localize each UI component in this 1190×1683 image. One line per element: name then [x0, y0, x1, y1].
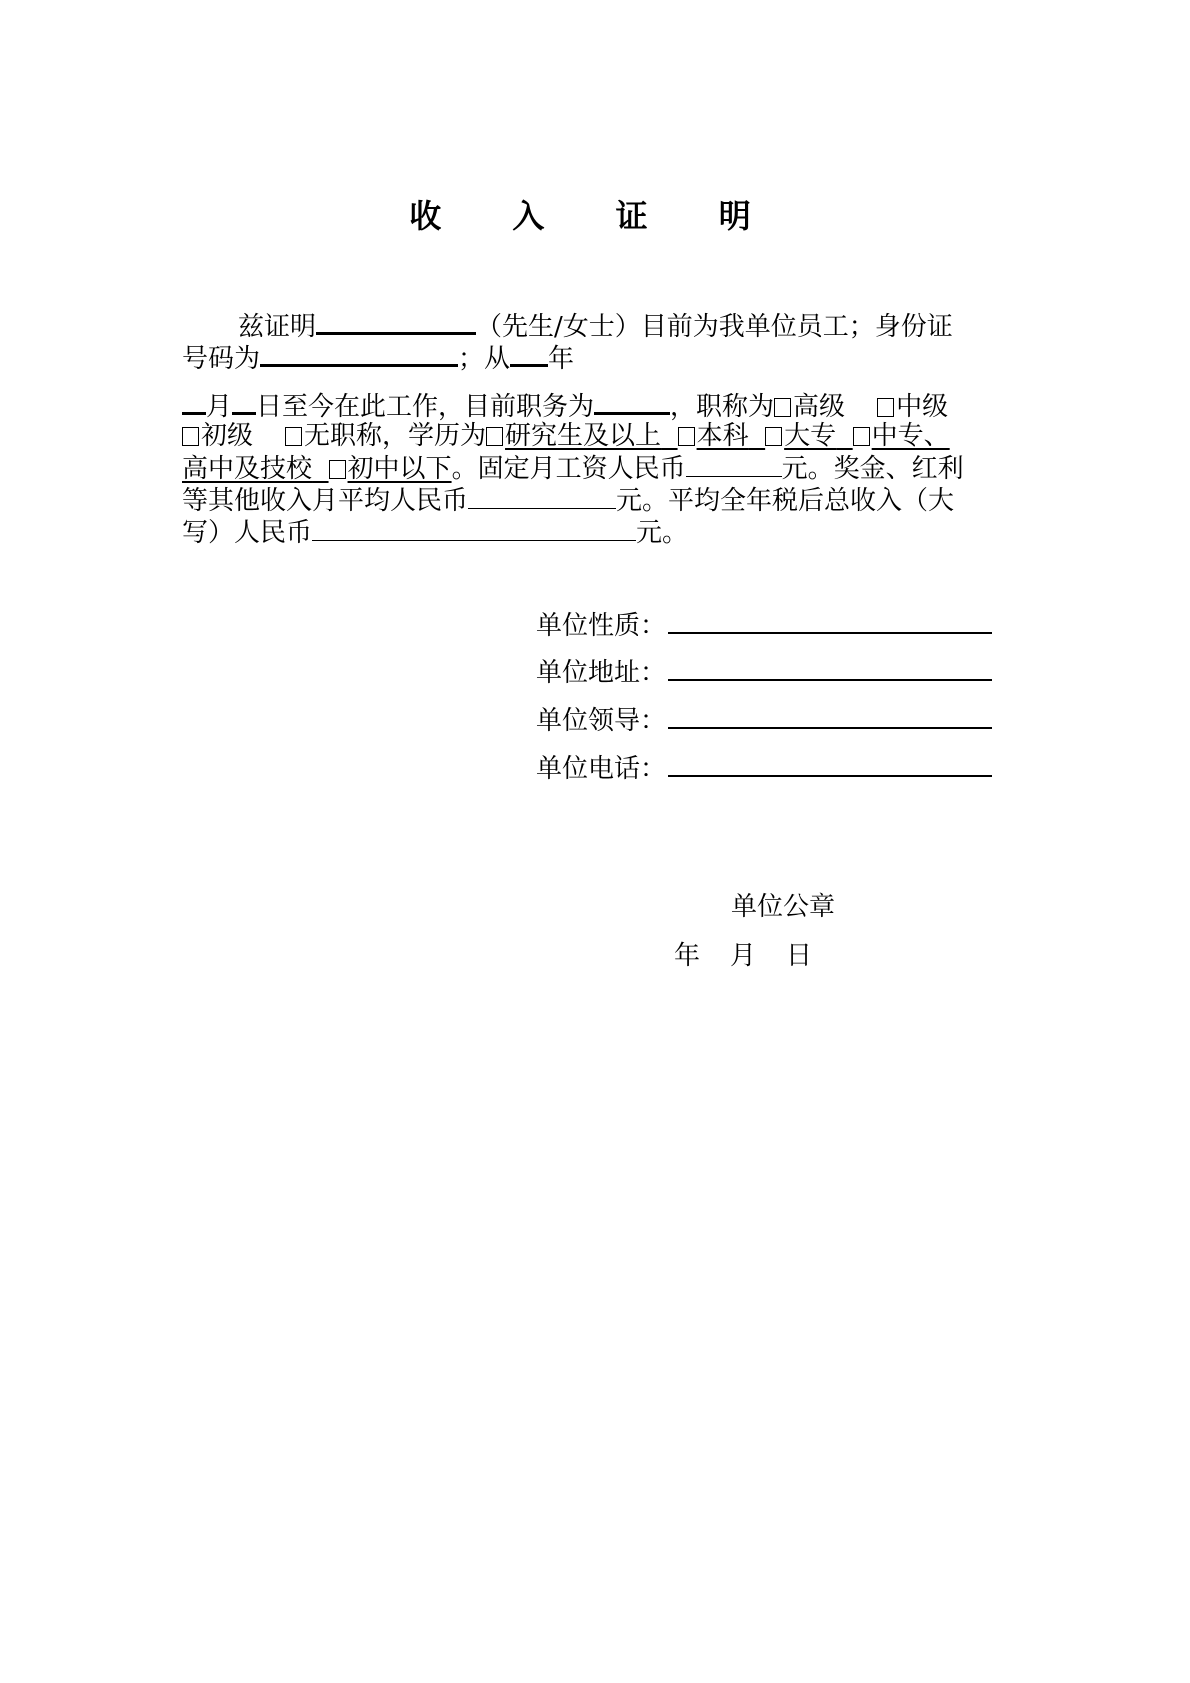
text: 无职称，学历为 — [304, 421, 487, 451]
bonus-blank[interactable] — [468, 484, 616, 509]
date-line — [674, 940, 812, 972]
text: 高中及技校 — [182, 454, 313, 484]
unit-phone-blank[interactable] — [668, 753, 992, 777]
education-options — [486, 421, 950, 451]
text: 大专 — [784, 421, 837, 451]
text: 写）人民币 — [182, 518, 313, 548]
date-month: 月 — [730, 941, 757, 971]
body-line-1 — [238, 308, 953, 343]
text: 号码为 — [182, 344, 261, 374]
text: 本科 — [696, 421, 749, 451]
start-day-blank[interactable] — [232, 388, 256, 415]
body-line-2 — [182, 340, 574, 375]
start-month-blank[interactable] — [182, 388, 206, 415]
unit-address-label: 单位地址： — [536, 658, 667, 688]
text: 高级 — [793, 392, 846, 422]
unit-leader-label: 单位领导： — [536, 706, 667, 736]
checkbox-icon[interactable] — [765, 427, 782, 446]
checkbox-icon[interactable] — [774, 398, 791, 417]
text: 中级 — [896, 392, 949, 422]
body-line-4 — [182, 420, 950, 452]
text: 兹证明 — [238, 312, 317, 342]
text: ，职称为 — [670, 392, 775, 422]
document-title: 收 入 证 明 — [409, 197, 781, 235]
body-line-5 — [182, 452, 964, 485]
text: ；从 — [458, 344, 511, 374]
body-line-6 — [182, 484, 954, 517]
name-blank[interactable] — [316, 308, 476, 335]
text: 年 — [548, 344, 575, 374]
checkbox-icon[interactable] — [877, 398, 894, 417]
checkbox-icon[interactable] — [285, 427, 302, 446]
checkbox-icon[interactable] — [329, 460, 346, 479]
text: 中专、 — [871, 421, 950, 451]
date-day: 日 — [786, 941, 813, 971]
text: 元。平均全年税后总收入（大 — [616, 486, 955, 516]
text: 元。奖金、红利 — [781, 454, 964, 484]
monthly-salary-blank[interactable] — [686, 452, 782, 477]
text: 等其他收入月平均人民币 — [182, 486, 469, 516]
id-number-blank[interactable] — [260, 340, 458, 367]
unit-nature-blank[interactable] — [668, 610, 992, 634]
text: 初中以下 — [347, 454, 452, 484]
unit-phone-label: 单位电话： — [536, 754, 667, 784]
text: 月 — [206, 392, 233, 422]
unit-address-blank[interactable] — [668, 657, 992, 681]
text: 元。 — [636, 518, 689, 548]
unit-nature-field — [536, 610, 992, 642]
text: 研究生及以上 — [505, 421, 662, 451]
text: 日至今在此工作，目前职务为 — [256, 392, 595, 422]
unit-leader-field — [536, 705, 992, 737]
unit-nature-label: 单位性质： — [536, 611, 667, 641]
position-blank[interactable] — [594, 388, 670, 415]
checkbox-icon[interactable] — [182, 427, 199, 446]
checkbox-icon[interactable] — [486, 427, 503, 446]
text: （先生/女士）目前为我单位员工；身份证 — [476, 312, 953, 342]
date-year: 年 — [674, 941, 701, 971]
unit-seal-label: 单位公章 — [731, 892, 836, 922]
text: 。固定月工资人民币 — [451, 454, 686, 484]
education-options-cont — [182, 454, 452, 484]
checkbox-icon[interactable] — [678, 427, 695, 446]
unit-leader-blank[interactable] — [668, 705, 992, 729]
body-line-3 — [182, 388, 948, 423]
unit-address-field — [536, 657, 992, 689]
text: 初级 — [201, 421, 254, 451]
unit-phone-field — [536, 753, 992, 785]
start-year-blank[interactable] — [510, 340, 548, 367]
annual-income-blank[interactable] — [312, 516, 636, 541]
checkbox-icon[interactable] — [853, 427, 870, 446]
body-line-7 — [182, 516, 688, 549]
